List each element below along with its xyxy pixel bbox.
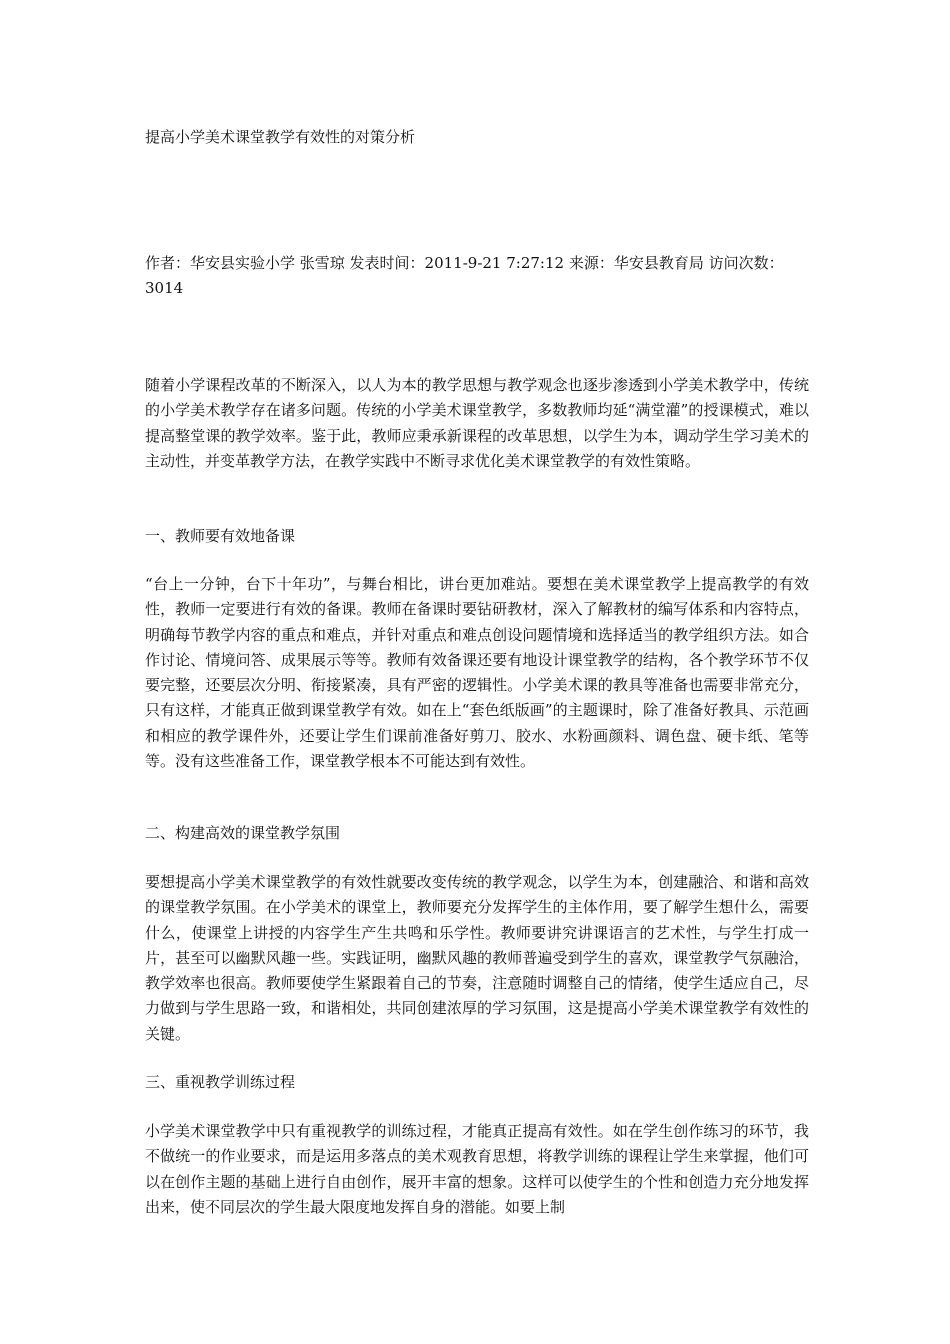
- section-body-2: 要想提高小学美术课堂教学的有效性就要改变传统的教学观念，以学生为本，创建融洽、和谐和高效的课堂教学氛围。在小学美术的课堂上，教师要充分发挥学生的主体作用，要了解学生想什么，需要什么，使课堂上讲授的内容学生产生共鸣和乐学性。教师要讲究讲课语言的艺术性，与学生打成一片，甚至可以幽默风趣一些。实践证明，幽默风趣的教师普遍受到学生的喜欢，课堂教学气氛融洽，教学效率也很高。教师要使学生紧跟着自己的节奏，注意随时调整自己的情绪，使学生适应自己，尽力做到与学生思路一致，和谐相处，共同创建浓厚的学习氛围，这是提高小学美术课堂教学有效性的关键。: [145, 873, 809, 1043]
- section-heading-2: 二、构建高效的课堂教学氛围: [145, 824, 341, 842]
- section-body-1: “台上一分钟，台下十年功”，与舞台相比，讲台更加难站。要想在美术课堂教学上提高教学的有效性，教师一定要进行有效的备课。教师在备课时要钻研教材，深入了解教材的编写体系和内容特点，明确每节教学内容的重点和难点，并针对重点和难点创设问题情境和选择适当的教学组织方法。如合作讨论、情境问答、成果展示等等。教师有效备课还要有地设计课堂教学的结构，各个教学环节不仅要完整，还要层次分明、衔接紧凑，具有严密的逻辑性。小学美术课的教具等准备也需要非常充分，只有这样，才能真正做到课堂教学有效。如在上“套色纸版画”的主题课时，除了准备好教具、示范画和相应的教学课件外，还要让学生们课前准备好剪刀、胶水、水粉画颜料、调色盘、硬卡纸、笔等等。没有这些准备工作，课堂教学根本不可能达到有效性。: [145, 575, 809, 771]
- intro-paragraph: 随着小学课程改革的不断深入，以人为本的教学思想与教学观念也逐步渗透到小学美术教学中，传统的小学美术教学存在诸多问题。传统的小学美术课堂教学，多数教师均延“满堂灌”的授课模式，难以提高整堂课的教学效率。鉴于此，教师应秉承新课程的改革思想，以学生为本，调动学生学习美术的主动性，并变革教学方法，在教学实践中不断寻求优化美术课堂教学的有效性策略。: [145, 376, 809, 470]
- document-title: 提高小学美术课堂教学有效性的对策分析: [145, 128, 416, 146]
- article-meta: 作者：华安县实验小学 张雪琼 发表时间：2011-9-21 7:27:12 来源：华安县教育局 访问次数：3014: [145, 254, 784, 297]
- section-body-3: 小学美术课堂教学中只有重视教学的训练过程，才能真正提高有效性。如在学生创作练习的环节，我不做统一的作业要求，而是运用多落点的美术观教育思想，将教学训练的课程让学生来掌握，他们可以在创作主题的基础上进行自由创作，展开丰富的想象。这样可以使学生的个性和创造力充分地发挥出来，使不同层次的学生最大限度地发挥自身的潜能。如要上制: [145, 1122, 809, 1216]
- section-heading-3: 三、重视教学训练过程: [145, 1073, 296, 1091]
- section-heading-1: 一、教师要有效地备课: [145, 527, 296, 545]
